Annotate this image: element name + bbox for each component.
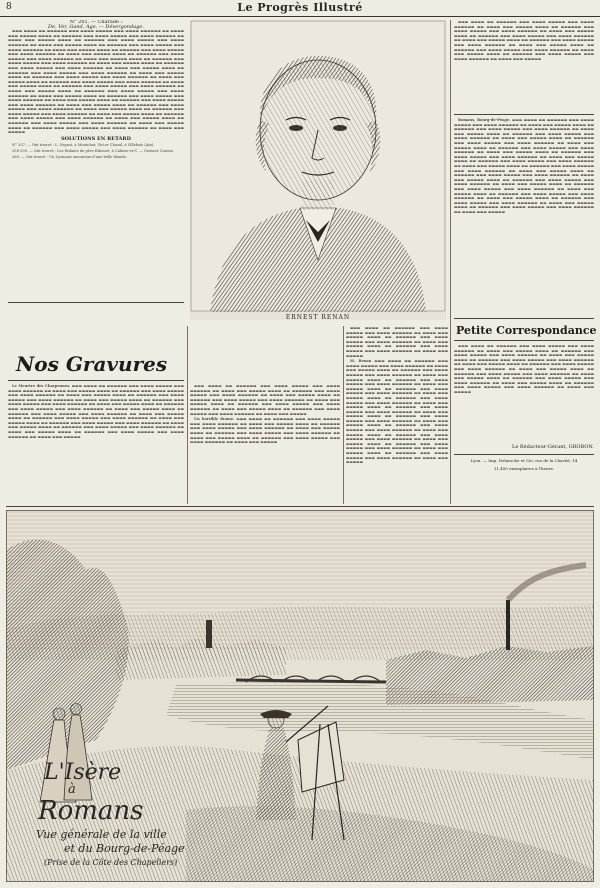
gravures-column-1: Le Meurtre des Charpennes. ▬▬▬ ▬▬▬▬ ▬▬ ▬▬▬▬▬▬ ▬▬▬ ▬▬▬▬ ▬▬▬▬▬ ▬▬▬ ▬▬▬▬ ▬▬▬▬▬▬ ▬▬ ▬▬▬▬ ▬▬▬ ▬▬▬▬▬ ▬▬▬▬ ▬▬ ▬▬▬▬▬▬ ▬▬▬ ▬▬▬▬ ▬▬▬▬▬ ▬▬▬ ▬▬▬▬ ▬▬▬▬▬▬ ▬▬ ▬▬▬▬ ▬▬▬ ▬▬▬▬▬ ▬▬▬▬ ▬▬ ▬▬▬▬▬▬ ▬▬▬ ▬▬▬▬ ▬▬▬▬▬ ▬▬▬ ▬▬▬▬ ▬▬▬▬▬▬ ▬▬ ▬▬▬▬ ▬▬▬ ▬▬▬▬▬ ▬▬▬▬ ▬▬ ▬▬▬▬▬▬ ▬▬▬ ▬▬▬▬ ▬▬▬▬▬ ▬▬▬ ▬▬▬▬ ▬▬▬▬▬▬ ▬▬ ▬▬▬▬ ▬▬▬ ▬▬▬▬▬ ▬▬▬▬ ▬▬ ▬▬▬▬▬▬ ▬▬▬ ▬▬▬▬ ▬▬▬▬▬ ▬▬▬ ▬▬▬▬ ▬▬▬▬▬▬ ▬▬ ▬▬▬▬ ▬▬▬ ▬▬▬▬▬ ▬▬▬▬ ▬▬ ▬▬▬▬▬▬ ▬▬▬ ▬▬▬▬ ▬▬▬▬▬ ▬▬▬ ▬▬▬▬ ▬▬▬▬▬▬ ▬▬ ▬▬▬▬ ▬▬▬ ▬▬▬▬▬ ▬▬▬▬ ▬▬ ▬▬▬▬▬▬ ▬▬▬ ▬▬▬▬ ▬▬▬▬▬ ▬▬▬ ▬▬▬▬ ▬▬▬▬▬▬ ▬▬ ▬▬▬▬ ▬▬▬ ▬▬▬▬▬ ▬▬▬▬ ▬▬ ▬▬▬▬▬▬ ▬▬▬ ▬▬▬▬ ▬▬▬▬▬ ▬▬▬ ▬▬▬▬ ▬▬▬▬▬▬ ▬▬ ▬▬▬▬ ▬▬▬ ▬▬▬▬▬ ▬▬▬▬ ▬▬ ▬▬▬▬▬▬ ▬▬▬ ▬▬▬▬ ▬▬▬▬▬ ▬▬▬ ▬▬▬▬ ▬▬▬▬▬▬ ▬▬ ▬▬▬▬ ▬▬▬ ▬▬▬▬▬ ▬▬▬▬ ▬▬ ▬▬▬▬▬▬ ▬▬▬ ▬▬▬▬ ▬▬▬▬▬ ▬▬▬ ▬▬▬▬ ▬▬▬▬▬▬ ▬▬ ▬▬▬▬ ▬▬▬ ▬▬▬▬▬ xyxy=(8,384,184,439)
charade-title: N° 261. — Charade : xyxy=(69,20,123,25)
tirage-line: 11,450 exemplaires à l'heure. xyxy=(493,466,555,471)
solution-item: 260. — Ont trouvé : Un Lyonnais amoureux d'une belle blonde. xyxy=(12,154,127,159)
left-column xyxy=(8,20,184,300)
divider xyxy=(454,340,594,341)
filler-text: ▬▬▬ ▬▬▬▬ ▬▬ ▬▬▬▬▬▬ ▬▬▬ ▬▬▬▬ ▬▬▬▬▬ ▬▬▬ ▬▬▬▬ ▬▬▬▬▬▬ ▬▬ ▬▬▬▬ ▬▬▬ ▬▬▬▬▬ ▬▬▬▬ ▬▬ ▬▬▬▬▬▬ ▬▬▬ ▬▬▬▬ ▬▬▬▬▬ ▬▬▬ ▬▬▬▬ ▬▬▬▬▬▬ ▬▬ ▬▬▬▬ ▬▬▬ ▬▬▬▬▬ ▬▬▬▬ ▬▬ ▬▬▬▬▬▬ ▬▬▬ ▬▬▬▬ ▬▬▬▬▬ ▬▬▬ ▬▬▬▬ ▬▬▬▬▬▬ ▬▬ ▬▬▬▬ ▬▬▬ ▬▬▬▬▬ ▬▬▬▬ ▬▬ ▬▬▬▬▬▬ ▬▬▬ ▬▬▬▬ ▬▬▬▬▬ ▬▬▬ ▬▬▬▬ ▬▬▬▬▬▬ ▬▬ ▬▬▬▬ ▬▬▬ ▬▬▬▬▬ ▬▬▬▬ ▬▬ ▬▬▬▬▬▬ ▬▬▬ ▬▬▬▬ ▬▬▬▬▬ ▬▬▬ ▬▬▬▬ ▬▬▬▬▬▬ ▬▬ ▬▬▬▬ ▬▬▬ ▬▬▬▬▬ ▬▬▬▬ ▬▬ ▬▬▬▬▬▬ ▬▬▬ ▬▬▬▬ ▬▬▬▬▬ ▬▬▬ ▬▬▬▬ ▬▬▬▬▬▬ ▬▬ ▬▬▬▬ ▬▬▬ ▬▬▬▬▬ ▬▬▬▬ ▬▬ ▬▬▬▬▬▬ ▬▬▬ ▬▬▬▬ ▬▬▬▬▬ ▬▬▬ ▬▬▬▬ ▬▬▬▬▬▬ ▬▬ ▬▬▬▬ ▬▬▬ ▬▬▬▬▬ ▬▬▬▬ ▬▬ ▬▬▬▬▬▬ ▬▬▬ ▬▬▬▬ ▬▬▬▬▬ ▬▬▬ ▬▬▬▬ ▬▬▬▬▬▬ ▬▬ ▬▬▬▬ ▬▬▬ ▬▬▬▬▬ ▬▬▬▬ ▬▬ ▬▬▬▬▬▬ ▬▬▬ ▬▬▬▬ ▬▬▬▬▬ ▬▬▬ ▬▬▬▬ ▬▬▬▬▬▬ ▬▬ ▬▬▬▬ ▬▬▬ ▬▬▬▬▬ ▬▬▬▬ ▬▬ ▬▬▬▬▬▬ ▬▬▬ ▬▬▬▬ ▬▬▬▬▬ ▬▬▬ ▬▬▬▬ ▬▬▬▬▬▬ ▬▬ ▬▬▬▬ ▬▬▬ ▬▬▬▬▬ ▬▬▬▬ ▬▬ ▬▬▬▬▬▬ ▬▬▬ ▬▬▬▬ ▬▬▬▬▬ ▬▬▬ ▬▬▬▬ ▬▬▬▬▬▬ ▬▬ ▬▬▬▬ ▬▬▬ ▬▬▬▬▬ ▬▬▬▬ ▬▬ ▬▬▬▬▬▬ ▬▬▬ ▬▬▬▬ ▬▬▬▬▬ ▬▬▬ ▬▬▬▬ ▬▬▬▬▬▬ ▬▬ ▬▬▬▬ ▬▬▬ ▬▬▬▬▬ ▬▬▬▬ ▬▬ ▬▬▬▬▬▬ ▬▬▬ ▬▬▬▬ ▬▬▬▬▬ ▬▬▬ ▬▬▬▬ ▬▬▬▬▬▬ ▬▬ ▬▬▬▬ ▬▬▬ ▬▬▬▬▬ ▬▬▬▬ ▬▬ ▬▬▬▬▬▬ ▬▬▬ ▬▬▬▬ ▬▬▬▬▬ ▬▬▬ ▬▬▬▬ ▬▬▬▬▬▬ ▬▬ ▬▬▬▬ ▬▬▬ ▬▬▬▬▬ ▬▬▬▬ ▬▬ ▬▬▬▬▬▬ ▬▬▬ ▬▬▬▬ ▬▬▬▬▬ ▬▬▬ ▬▬▬▬ ▬▬▬▬▬▬ ▬▬ ▬▬▬▬ ▬▬▬ ▬▬▬▬▬ ▬▬▬▬ ▬▬ ▬▬▬▬▬▬ ▬▬▬ ▬▬▬▬ ▬▬▬▬▬ ▬▬▬ ▬▬▬▬ ▬▬▬▬▬▬ ▬▬ ▬▬▬▬ ▬▬▬ ▬▬▬▬▬ ▬▬▬▬ ▬▬ ▬▬▬▬▬▬ ▬▬▬ ▬▬▬▬ ▬▬▬▬▬ ▬▬▬ ▬▬▬▬ ▬▬▬▬▬▬ ▬▬ ▬▬▬▬ ▬▬▬ ▬▬▬▬▬ ▬▬▬▬ ▬▬ ▬▬▬▬▬▬ ▬▬▬ ▬▬▬▬ ▬▬▬▬▬ ▬▬▬ ▬▬▬▬ ▬▬▬▬▬▬ ▬▬ ▬▬▬▬ ▬▬▬ ▬▬▬▬▬ ▬▬▬▬ ▬▬ ▬▬▬▬▬▬ ▬▬▬ ▬▬▬▬ ▬▬▬▬▬ ▬▬▬ ▬▬▬▬ ▬▬▬▬▬▬ ▬▬ ▬▬▬▬ ▬▬▬ ▬▬▬▬▬ ▬▬▬▬ ▬▬ ▬▬▬▬▬▬ ▬▬▬ ▬▬▬▬ ▬▬▬▬▬ ▬▬▬ ▬▬▬▬ ▬▬▬▬▬▬ ▬▬ ▬▬▬▬ ▬▬▬ ▬▬▬▬▬ xyxy=(8,29,184,135)
divider xyxy=(6,506,594,507)
portrait-caption: ERNEST RENAN xyxy=(285,314,351,321)
item-lead: M. Renan xyxy=(350,359,372,364)
gerant-signature: Le Rédacteur-Gérant, GROBON. xyxy=(512,444,594,450)
engraving-title-line-3: Romans xyxy=(38,796,144,826)
engraving-subtitle-1: Vue générale de la ville xyxy=(36,828,167,841)
right-column: ▬▬▬ ▬▬▬▬ ▬▬ ▬▬▬▬▬▬ ▬▬▬ ▬▬▬▬ ▬▬▬▬▬ ▬▬▬ ▬▬▬▬ ▬▬▬▬▬▬ ▬▬ ▬▬▬▬ ▬▬▬ ▬▬▬▬▬ ▬▬▬▬ ▬▬ ▬▬▬▬▬▬ ▬▬▬ ▬▬▬▬ ▬▬▬▬▬ ▬▬▬ ▬▬▬▬ ▬▬▬▬▬▬ ▬▬ ▬▬▬▬ ▬▬▬ ▬▬▬▬▬ ▬▬▬▬ ▬▬ ▬▬▬▬▬▬ ▬▬▬ ▬▬▬▬ ▬▬▬▬▬ ▬▬▬ ▬▬▬▬ ▬▬▬▬▬▬ ▬▬ ▬▬▬▬ ▬▬▬ ▬▬▬▬▬ ▬▬▬▬ ▬▬ ▬▬▬▬▬▬ ▬▬▬ ▬▬▬▬ ▬▬▬▬▬ ▬▬▬ ▬▬▬▬ ▬▬▬▬▬▬ ▬▬ ▬▬▬▬ ▬▬▬ ▬▬▬▬▬ ▬▬▬▬ ▬▬ ▬▬▬▬▬▬ ▬▬▬ ▬▬▬▬ ▬▬▬▬▬ ▬▬▬ ▬▬▬▬ ▬▬▬▬▬▬ ▬▬ ▬▬▬▬ ▬▬▬ ▬▬▬▬▬ ▬▬▬▬ ▬▬ ▬▬▬▬▬▬ ▬▬▬ ▬▬▬▬ ▬▬▬▬▬ ▬▬▬ ▬▬▬▬ ▬▬▬▬▬▬ ▬▬ ▬▬▬▬ ▬▬▬ ▬▬▬▬▬ xyxy=(454,20,594,61)
divider xyxy=(8,380,184,381)
item-lead: Romans, Bourg-de-Péage. xyxy=(458,118,511,122)
column-divider xyxy=(450,20,451,504)
page-number: 8 xyxy=(6,2,12,12)
solution-item: 258-259. — Ont trouvé : Les Enfants du père Ribouré, à Caluire-et-C. — Gustave Causse. xyxy=(12,149,175,154)
engraving-subtitle-2: et du Bourg-de-Péage xyxy=(64,842,185,855)
solutions-heading: SOLUTIONS EN RETARD xyxy=(61,135,131,142)
column-divider xyxy=(343,326,344,504)
engraving-subtitle-3: (Prise de la Côte des Chapeliers) xyxy=(44,858,178,867)
petite-correspondance-title: Petite Correspondance xyxy=(456,324,597,337)
column-divider xyxy=(187,326,188,504)
charade-words: De, Ver, Gand, Age. — Dévergondage. xyxy=(48,23,144,30)
landscape-engraving xyxy=(6,510,594,882)
nos-gravures-title: Nos Gravures xyxy=(16,352,168,376)
correspondance-text: ▬▬▬ ▬▬▬▬ ▬▬ ▬▬▬▬▬▬ ▬▬▬ ▬▬▬▬ ▬▬▬▬▬ ▬▬▬ ▬▬▬▬ ▬▬▬▬▬▬ ▬▬ ▬▬▬▬ ▬▬▬ ▬▬▬▬▬ ▬▬▬▬ ▬▬ ▬▬▬▬▬▬ ▬▬▬ ▬▬▬▬ ▬▬▬▬▬ ▬▬▬ ▬▬▬▬ ▬▬▬▬▬▬ ▬▬ ▬▬▬▬ ▬▬▬ ▬▬▬▬▬ ▬▬▬▬ ▬▬ ▬▬▬▬▬▬ ▬▬▬ ▬▬▬▬ ▬▬▬▬▬ ▬▬▬ ▬▬▬▬ ▬▬▬▬▬▬ ▬▬ ▬▬▬▬ ▬▬▬ ▬▬▬▬▬ ▬▬▬▬ ▬▬ ▬▬▬▬▬▬ ▬▬▬ ▬▬▬▬ ▬▬▬▬▬ ▬▬▬ ▬▬▬▬ ▬▬▬▬▬▬ ▬▬ ▬▬▬▬ ▬▬▬ ▬▬▬▬▬ ▬▬▬▬ ▬▬ ▬▬▬▬▬▬ ▬▬▬ ▬▬▬▬ ▬▬▬▬▬ ▬▬▬ ▬▬▬▬ ▬▬▬▬▬▬ ▬▬ ▬▬▬▬ ▬▬▬ ▬▬▬▬▬ ▬▬▬▬ ▬▬ ▬▬▬▬▬▬ ▬▬▬ ▬▬▬▬ ▬▬▬▬▬ ▬▬▬ ▬▬▬▬ ▬▬▬▬▬▬ ▬▬ ▬▬▬▬ ▬▬▬ ▬▬▬▬▬ ▬▬▬▬ ▬▬ ▬▬▬▬▬▬ ▬▬▬ ▬▬▬▬ ▬▬▬▬▬ ▬▬▬ ▬▬▬▬ ▬▬▬▬▬▬ ▬▬ ▬▬▬▬ ▬▬▬ ▬▬▬▬▬ xyxy=(454,344,594,394)
item-lead: Un horrible drame. xyxy=(194,417,235,422)
romans-engraving xyxy=(6,510,594,882)
engraving-title-line-2: à xyxy=(68,782,76,797)
divider xyxy=(8,302,184,303)
portrait-frame xyxy=(190,20,446,320)
gravures-column-3: ▬▬▬ ▬▬▬▬ ▬▬ ▬▬▬▬▬▬ ▬▬▬ ▬▬▬▬ ▬▬▬▬▬ ▬▬▬ ▬▬▬▬ ▬▬▬▬▬▬ ▬▬ ▬▬▬▬ ▬▬▬ ▬▬▬▬▬ ▬▬▬▬ ▬▬ ▬▬▬▬▬▬ ▬▬▬ ▬▬▬▬ ▬▬▬▬▬ ▬▬▬ ▬▬▬▬ ▬▬▬▬▬▬ ▬▬ ▬▬▬▬ ▬▬▬ ▬▬▬▬▬ ▬▬▬▬ ▬▬ ▬▬▬▬▬▬ ▬▬▬ ▬▬▬▬ ▬▬▬▬▬ ▬▬▬ ▬▬▬▬ ▬▬▬▬▬▬ ▬▬ ▬▬▬▬ ▬▬▬ ▬▬▬▬▬ M. Renan ▬▬▬ ▬▬▬▬ ▬▬ ▬▬▬▬▬▬ ▬▬▬ ▬▬▬▬ ▬▬▬▬▬ ▬▬▬ ▬▬▬▬ ▬▬▬▬▬▬ ▬▬ ▬▬▬▬ ▬▬▬ ▬▬▬▬▬ ▬▬▬▬ ▬▬ ▬▬▬▬▬▬ ▬▬▬ ▬▬▬▬ ▬▬▬▬▬ ▬▬▬ ▬▬▬▬ ▬▬▬▬▬▬ ▬▬ ▬▬▬▬ ▬▬▬ ▬▬▬▬▬ ▬▬▬▬ ▬▬ ▬▬▬▬▬▬ ▬▬▬ ▬▬▬▬ ▬▬▬▬▬ ▬▬▬ ▬▬▬▬ ▬▬▬▬▬▬ ▬▬ ▬▬▬▬ ▬▬▬ ▬▬▬▬▬ ▬▬▬▬ ▬▬ ▬▬▬▬▬▬ ▬▬▬ ▬▬▬▬ ▬▬▬▬▬ ▬▬▬ ▬▬▬▬ ▬▬▬▬▬▬ ▬▬ ▬▬▬▬ ▬▬▬ ▬▬▬▬▬ ▬▬▬▬ ▬▬ ▬▬▬▬▬▬ ▬▬▬ ▬▬▬▬ ▬▬▬▬▬ ▬▬▬ ▬▬▬▬ ▬▬▬▬▬▬ ▬▬ ▬▬▬▬ ▬▬▬ ▬▬▬▬▬ ▬▬▬▬ ▬▬ ▬▬▬▬▬▬ ▬▬▬ ▬▬▬▬ ▬▬▬▬▬ ▬▬▬ ▬▬▬▬ ▬▬▬▬▬▬ ▬▬ ▬▬▬▬ ▬▬▬ ▬▬▬▬▬ ▬▬▬▬ ▬▬ ▬▬▬▬▬▬ ▬▬▬ ▬▬▬▬ ▬▬▬▬▬ ▬▬▬ ▬▬▬▬ ▬▬▬▬▬▬ ▬▬ ▬▬▬▬ ▬▬▬ ▬▬▬▬▬ ▬▬▬▬ ▬▬ ▬▬▬▬▬▬ ▬▬▬ ▬▬▬▬ ▬▬▬▬▬ ▬▬▬ ▬▬▬▬ ▬▬▬▬▬▬ ▬▬ ▬▬▬▬ ▬▬▬ ▬▬▬▬▬ ▬▬▬▬ ▬▬ ▬▬▬▬▬▬ ▬▬▬ ▬▬▬▬ ▬▬▬▬▬ ▬▬▬ ▬▬▬▬ ▬▬▬▬▬▬ ▬▬ ▬▬▬▬ ▬▬▬ ▬▬▬▬▬ ▬▬▬▬ ▬▬ ▬▬▬▬▬▬ ▬▬▬ ▬▬▬▬ ▬▬▬▬▬ ▬▬▬ ▬▬▬▬ ▬▬▬▬▬▬ ▬▬ ▬▬▬▬ ▬▬▬ ▬▬▬▬▬ ▬▬▬▬ ▬▬ ▬▬▬▬▬▬ ▬▬▬ ▬▬▬▬ ▬▬▬▬▬ ▬▬▬ ▬▬▬▬ ▬▬▬▬▬▬ ▬▬ ▬▬▬▬ ▬▬▬ ▬▬▬▬▬ xyxy=(346,326,448,465)
item-lead: Le Meurtre des Charpennes. xyxy=(12,384,71,388)
engraving-title-line-1: L'Isère xyxy=(44,760,122,785)
printer-line: Lyon. — Imp. Delaroche et Cie, rue de la Charité, 14 xyxy=(470,458,578,463)
divider xyxy=(454,454,594,455)
divider xyxy=(454,114,594,115)
newspaper-title: Le Progrès Illustré xyxy=(237,1,363,14)
gravures-column-2: ▬▬▬ ▬▬▬▬ ▬▬ ▬▬▬▬▬▬ ▬▬▬ ▬▬▬▬ ▬▬▬▬▬ ▬▬▬ ▬▬▬▬ ▬▬▬▬▬▬ ▬▬ ▬▬▬▬ ▬▬▬ ▬▬▬▬▬ ▬▬▬▬ ▬▬ ▬▬▬▬▬▬ ▬▬▬ ▬▬▬▬ ▬▬▬▬▬ ▬▬▬ ▬▬▬▬ ▬▬▬▬▬▬ ▬▬ ▬▬▬▬ ▬▬▬ ▬▬▬▬▬ ▬▬▬▬ ▬▬ ▬▬▬▬▬▬ ▬▬▬ ▬▬▬▬ ▬▬▬▬▬ ▬▬▬ ▬▬▬▬ ▬▬▬▬▬▬ ▬▬ ▬▬▬▬ ▬▬▬ ▬▬▬▬▬ ▬▬▬▬ ▬▬ ▬▬▬▬▬▬ ▬▬▬ ▬▬▬▬ ▬▬▬▬▬ ▬▬▬ ▬▬▬▬ ▬▬▬▬▬▬ ▬▬ ▬▬▬▬ ▬▬▬ ▬▬▬▬▬ ▬▬▬▬ ▬▬ ▬▬▬▬▬▬ ▬▬▬ ▬▬▬▬ ▬▬▬▬▬ ▬▬▬ ▬▬▬▬ ▬▬▬▬▬▬ ▬▬ ▬▬▬▬ ▬▬▬ ▬▬▬▬▬ Un horrible drame. ▬▬▬ ▬▬▬▬ ▬▬ ▬▬▬▬▬▬ ▬▬▬ ▬▬▬▬ ▬▬▬▬▬ ▬▬▬ ▬▬▬▬ ▬▬▬▬▬▬ ▬▬ ▬▬▬▬ ▬▬▬ ▬▬▬▬▬ ▬▬▬▬ ▬▬ ▬▬▬▬▬▬ ▬▬▬ ▬▬▬▬ ▬▬▬▬▬ ▬▬▬ ▬▬▬▬ ▬▬▬▬▬▬ ▬▬ ▬▬▬▬ ▬▬▬ ▬▬▬▬▬ ▬▬▬▬ ▬▬ ▬▬▬▬▬▬ ▬▬▬ ▬▬▬▬ ▬▬▬▬▬ ▬▬▬ ▬▬▬▬ ▬▬▬▬▬▬ ▬▬ ▬▬▬▬ ▬▬▬ ▬▬▬▬▬ ▬▬▬▬ ▬▬ ▬▬▬▬▬▬ ▬▬▬ ▬▬▬▬ ▬▬▬▬▬ ▬▬▬ ▬▬▬▬ ▬▬▬▬▬▬ ▬▬ ▬▬▬▬ ▬▬▬ ▬▬▬▬▬ xyxy=(190,384,340,445)
portrait-engraving xyxy=(190,20,446,312)
romans-article: Romans, Bourg-de-Péage. ▬▬▬ ▬▬▬▬ ▬▬ ▬▬▬▬▬▬ ▬▬▬ ▬▬▬▬ ▬▬▬▬▬ ▬▬▬ ▬▬▬▬ ▬▬▬▬▬▬ ▬▬ ▬▬▬▬ ▬▬▬ ▬▬▬▬▬ ▬▬▬▬ ▬▬ ▬▬▬▬▬▬ ▬▬▬ ▬▬▬▬ ▬▬▬▬▬ ▬▬▬ ▬▬▬▬ ▬▬▬▬▬▬ ▬▬ ▬▬▬▬ ▬▬▬ ▬▬▬▬▬ ▬▬▬▬ ▬▬ ▬▬▬▬▬▬ ▬▬▬ ▬▬▬▬ ▬▬▬▬▬ ▬▬▬ ▬▬▬▬ ▬▬▬▬▬▬ ▬▬ ▬▬▬▬ ▬▬▬ ▬▬▬▬▬ ▬▬▬▬ ▬▬ ▬▬▬▬▬▬ ▬▬▬ ▬▬▬▬ ▬▬▬▬▬ ▬▬▬ ▬▬▬▬ ▬▬▬▬▬▬ ▬▬ ▬▬▬▬ ▬▬▬ ▬▬▬▬▬ ▬▬▬▬ ▬▬ ▬▬▬▬▬▬ ▬▬▬ ▬▬▬▬ ▬▬▬▬▬ ▬▬▬ ▬▬▬▬ ▬▬▬▬▬▬ ▬▬ ▬▬▬▬ ▬▬▬ ▬▬▬▬▬ ▬▬▬▬ ▬▬ ▬▬▬▬▬▬ ▬▬▬ ▬▬▬▬ ▬▬▬▬▬ ▬▬▬ ▬▬▬▬ ▬▬▬▬▬▬ ▬▬ ▬▬▬▬ ▬▬▬ ▬▬▬▬▬ ▬▬▬▬ ▬▬ ▬▬▬▬▬▬ ▬▬▬ ▬▬▬▬ ▬▬▬▬▬ ▬▬▬ ▬▬▬▬ ▬▬▬▬▬▬ ▬▬ ▬▬▬▬ ▬▬▬ ▬▬▬▬▬ ▬▬▬▬ ▬▬ ▬▬▬▬▬▬ ▬▬▬ ▬▬▬▬ ▬▬▬▬▬ ▬▬▬ ▬▬▬▬ ▬▬▬▬▬▬ ▬▬ ▬▬▬▬ ▬▬▬ ▬▬▬▬▬ ▬▬▬▬ ▬▬ ▬▬▬▬▬▬ ▬▬▬ ▬▬▬▬ ▬▬▬▬▬ ▬▬▬ ▬▬▬▬ ▬▬▬▬▬▬ ▬▬ ▬▬▬▬ ▬▬▬ ▬▬▬▬▬ ▬▬▬▬ ▬▬ ▬▬▬▬▬▬ ▬▬▬ ▬▬▬▬ ▬▬▬▬▬ ▬▬▬ ▬▬▬▬ ▬▬▬▬▬▬ ▬▬ ▬▬▬▬ ▬▬▬ ▬▬▬▬▬ ▬▬▬▬ ▬▬ ▬▬▬▬▬▬ ▬▬▬ ▬▬▬▬ ▬▬▬▬▬ ▬▬▬ ▬▬▬▬ ▬▬▬▬▬▬ ▬▬ ▬▬▬▬ ▬▬▬ ▬▬▬▬▬ ▬▬▬▬ ▬▬ ▬▬▬▬▬▬ ▬▬▬ ▬▬▬▬ ▬▬▬▬▬ ▬▬▬ ▬▬▬▬ ▬▬▬▬▬▬ ▬▬ ▬▬▬▬ ▬▬▬ ▬▬▬▬▬ ▬▬▬▬ ▬▬ ▬▬▬▬▬▬ ▬▬▬ ▬▬▬▬ ▬▬▬▬▬ ▬▬▬ ▬▬▬▬ ▬▬▬▬▬▬ ▬▬ ▬▬▬▬ ▬▬▬ ▬▬▬▬▬ ▬▬▬▬ ▬▬ ▬▬▬▬▬▬ ▬▬▬ ▬▬▬▬ ▬▬▬▬▬ ▬▬▬ ▬▬▬▬ ▬▬▬▬▬▬ ▬▬ ▬▬▬▬ ▬▬▬ ▬▬▬▬▬ xyxy=(454,118,594,214)
solution-item: N° 257. — Ont trouvé : L. Voyant, à Montchat; Victor Chazal, à Villebois (Ain). xyxy=(12,143,155,148)
divider xyxy=(454,318,594,319)
